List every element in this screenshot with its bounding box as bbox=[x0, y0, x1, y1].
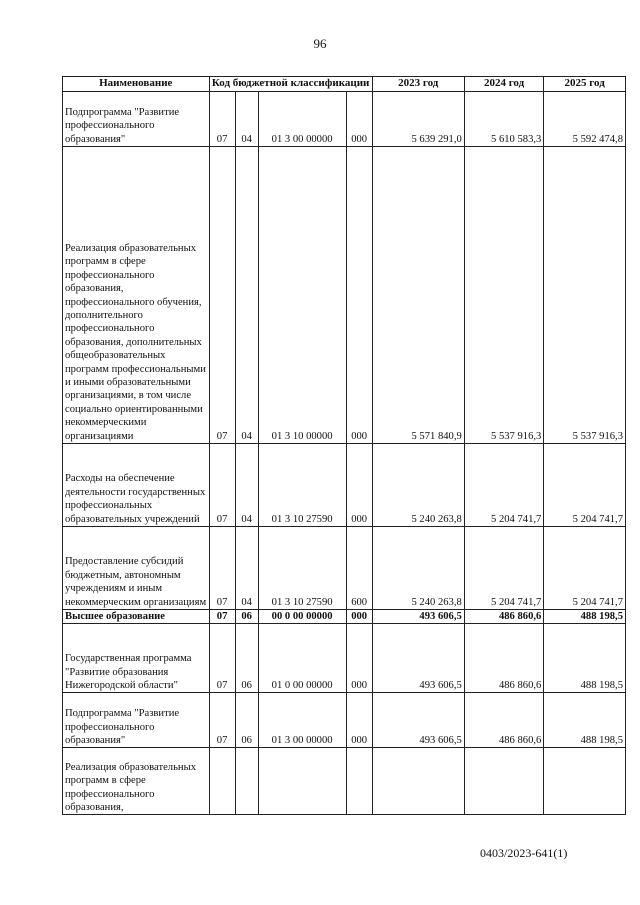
row-target-article: 01 3 10 27590 bbox=[258, 527, 346, 610]
row-2024: 5 204 741,7 bbox=[464, 527, 544, 610]
header-budget-code: Код бюджетной классификации bbox=[209, 77, 372, 92]
row-2023: 5 240 263,8 bbox=[372, 527, 464, 610]
header-name: Наименование bbox=[63, 77, 210, 92]
table-row bbox=[63, 610, 626, 624]
table-header-row bbox=[63, 77, 626, 92]
row-name: Расходы на обеспечение деятельности государственных профессиональных образовательных учреждений bbox=[63, 444, 210, 527]
row-expense-type: 000 bbox=[346, 624, 372, 693]
page-number: 96 bbox=[313, 36, 327, 51]
row-section: 07 bbox=[209, 92, 235, 147]
row-name: Подпрограмма "Развитие профессионального образования" bbox=[63, 693, 210, 748]
row-2023 bbox=[372, 748, 464, 815]
row-expense-type: 000 bbox=[346, 92, 372, 147]
row-subsection: 06 bbox=[235, 610, 258, 624]
row-target-article: 01 3 00 00000 bbox=[258, 693, 346, 748]
row-subsection: 06 bbox=[235, 693, 258, 748]
row-2024 bbox=[464, 748, 544, 815]
row-2025: 5 204 741,7 bbox=[544, 444, 626, 527]
table-row bbox=[63, 624, 626, 693]
row-target-article: 01 3 10 27590 bbox=[258, 444, 346, 527]
header-2025: 2025 год bbox=[544, 77, 626, 92]
row-expense-type: 000 bbox=[346, 147, 372, 444]
row-target-article: 01 0 00 00000 bbox=[258, 624, 346, 693]
table-row bbox=[63, 748, 626, 815]
table-row bbox=[63, 527, 626, 610]
row-2023: 493 606,5 bbox=[372, 610, 464, 624]
table-row bbox=[63, 147, 626, 444]
row-2025: 488 198,5 bbox=[544, 624, 626, 693]
table-row bbox=[63, 444, 626, 527]
header-2024: 2024 год bbox=[464, 77, 544, 92]
document-code: 0403/2023-641(1) bbox=[480, 846, 568, 860]
row-2025 bbox=[544, 748, 626, 815]
row-2024: 486 860,6 bbox=[464, 624, 544, 693]
row-name: Реализация образовательных программ в сфере профессионального образования, профессионального обучения, дополнительного профессионального образования, дополнительных общеобразовательных программ профессиональными и иными образовательными организациями, в том числе социально ориентированными некоммерческими организациями bbox=[63, 147, 210, 444]
table-row bbox=[63, 693, 626, 748]
row-2025: 5 204 741,7 bbox=[544, 527, 626, 610]
row-name: Реализация образовательных программ в сфере профессионального образования, bbox=[63, 748, 210, 815]
row-2025: 488 198,5 bbox=[544, 610, 626, 624]
row-2023: 493 606,5 bbox=[372, 693, 464, 748]
row-name: Высшее образование bbox=[63, 610, 210, 624]
row-subsection bbox=[235, 748, 258, 815]
row-subsection: 04 bbox=[235, 444, 258, 527]
table-row bbox=[63, 92, 626, 147]
row-section: 07 bbox=[209, 444, 235, 527]
row-name: Предоставление субсидий бюджетным, автономным учреждениям и иным некоммерческим организациям bbox=[63, 527, 210, 610]
row-section: 07 bbox=[209, 624, 235, 693]
row-subsection: 04 bbox=[235, 527, 258, 610]
row-target-article: 00 0 00 00000 bbox=[258, 610, 346, 624]
row-name: Государственная программа "Развитие образования Нижегородской области" bbox=[63, 624, 210, 693]
row-2023: 5 240 263,8 bbox=[372, 444, 464, 527]
row-subsection: 06 bbox=[235, 624, 258, 693]
row-2025: 5 537 916,3 bbox=[544, 147, 626, 444]
row-2024: 5 610 583,3 bbox=[464, 92, 544, 147]
row-2024: 486 860,6 bbox=[464, 693, 544, 748]
row-2024: 486 860,6 bbox=[464, 610, 544, 624]
row-name: Подпрограмма "Развитие профессионального образования" bbox=[63, 92, 210, 147]
row-2025: 488 198,5 bbox=[544, 693, 626, 748]
row-subsection: 04 bbox=[235, 147, 258, 444]
row-section: 07 bbox=[209, 527, 235, 610]
row-2024: 5 537 916,3 bbox=[464, 147, 544, 444]
row-section: 07 bbox=[209, 147, 235, 444]
row-expense-type: 000 bbox=[346, 693, 372, 748]
header-2023: 2023 год bbox=[372, 77, 464, 92]
row-section bbox=[209, 748, 235, 815]
row-expense-type bbox=[346, 748, 372, 815]
row-subsection: 04 bbox=[235, 92, 258, 147]
row-expense-type: 000 bbox=[346, 444, 372, 527]
row-target-article: 01 3 10 00000 bbox=[258, 147, 346, 444]
row-2024: 5 204 741,7 bbox=[464, 444, 544, 527]
row-section: 07 bbox=[209, 610, 235, 624]
row-expense-type: 000 bbox=[346, 610, 372, 624]
budget-table bbox=[62, 76, 626, 815]
row-target-article: 01 3 00 00000 bbox=[258, 92, 346, 147]
row-section: 07 bbox=[209, 693, 235, 748]
row-2023: 5 639 291,0 bbox=[372, 92, 464, 147]
row-2025: 5 592 474,8 bbox=[544, 92, 626, 147]
row-expense-type: 600 bbox=[346, 527, 372, 610]
row-2023: 493 606,5 bbox=[372, 624, 464, 693]
row-target-article bbox=[258, 748, 346, 815]
row-2023: 5 571 840,9 bbox=[372, 147, 464, 444]
